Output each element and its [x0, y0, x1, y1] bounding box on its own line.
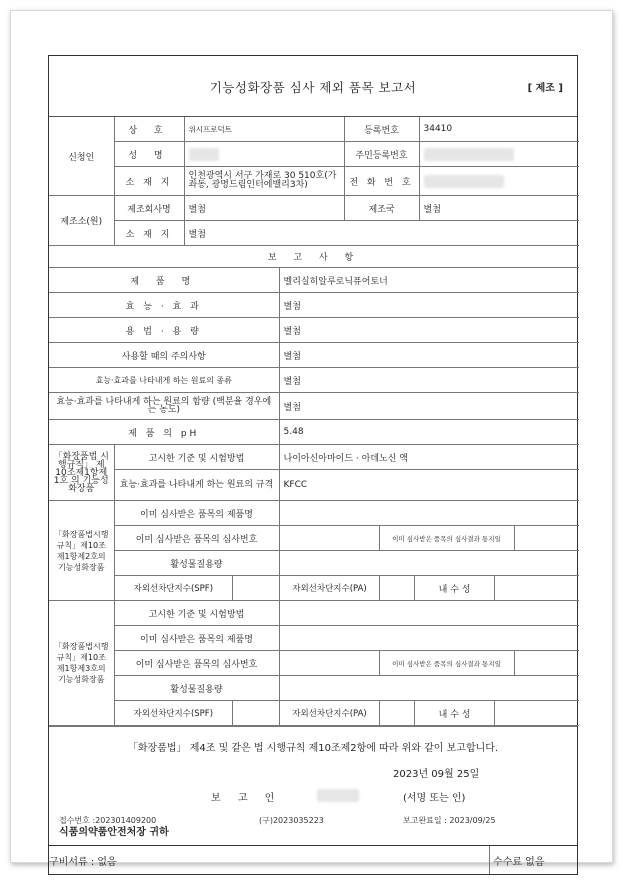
section2-review-no-label: 이미 심사받은 품목의 심사번호: [114, 526, 279, 551]
ph-value: 5.48: [279, 420, 579, 445]
declaration-text: 「화장품법」 제4조 및 같은 법 시행규칙 제10조제2항에 따라 위와 같이 보고합니다.: [127, 743, 499, 754]
section3-pa-value: [380, 701, 415, 725]
report-items-table: [49, 246, 579, 726]
section2-active-value: [279, 551, 579, 576]
attachments-divider: [489, 846, 490, 874]
section2-spf-value: [233, 576, 280, 600]
receipt-number: 접수번호 :202301409200: [59, 816, 157, 825]
section3-active-label: 활성물질용량: [114, 676, 279, 701]
ingredient-amount-label: 효능·효과를 나타내게 하는 원료의 함량 (백분율 경우에는 농도): [49, 393, 279, 420]
mfr-address-value: 별첨: [184, 221, 579, 246]
ingredient-type-label: 효능·효과를 나타내게 하는 원료의 종류: [49, 368, 279, 393]
section3-water-value: [495, 701, 580, 725]
section2-review-no-value: [279, 526, 379, 551]
resident-no-label: 주민등록번호: [344, 142, 419, 167]
section3-product-value: [279, 626, 579, 651]
section3-standard-value: [279, 601, 579, 626]
redacted-name: [189, 148, 219, 161]
trade-name-label: 상 호: [114, 117, 184, 142]
usage-value: 별첨: [279, 318, 579, 343]
attachments-row: [49, 845, 577, 874]
section3-notice-label: 이미 심사받은 품목의 심사결과 통지일: [379, 651, 514, 676]
section3-product-label: 이미 심사받은 품목의 제품명: [114, 626, 279, 651]
section2-label: 「화장품법시행규칙」제10조제1항제2호의기능성화장품: [49, 501, 114, 601]
reference-number: (구)2023035223: [259, 816, 324, 825]
signature-note: (서명 또는 인): [403, 793, 466, 804]
section2-pa-value: [380, 576, 415, 600]
section1-label: 「화장품법 시행규칙」 제10조제1항제1호 의 기능성화장품: [49, 445, 114, 501]
section1-spec-label: 효능·효과를 나타내게 하는 원료의 규격: [114, 470, 279, 501]
company-value: 별첨: [184, 196, 344, 221]
report-form: [48, 55, 578, 875]
redacted-reporter: [317, 789, 359, 802]
address-value: 인천광역시 서구 가재로 30 510호(가좌동, 광명드림인터에밸리3차): [184, 167, 344, 196]
redacted-resident-no: [424, 148, 514, 161]
usage-label: 용 법 · 용 량: [49, 318, 279, 343]
applicant-table: [49, 117, 579, 246]
section3-spf-value: [233, 701, 280, 725]
ph-label: 제 품 의 pH: [49, 420, 279, 445]
document-type-tag: [ 제조 ]: [527, 83, 563, 94]
country-value: 별첨: [419, 196, 579, 221]
company-label: 제조회사명: [114, 196, 184, 221]
phone-label: 전 화 번 호: [344, 167, 419, 196]
section3-review-no-value: [279, 651, 379, 676]
section3-uv-row: [115, 701, 580, 725]
country-label: 제조국: [344, 196, 419, 221]
name-label: 성 명: [114, 142, 184, 167]
trade-name-value: 위시프로덕트: [184, 117, 344, 142]
section2-active-label: 활성물질용량: [114, 551, 279, 576]
manufacturer-section-label: 제조소(원): [49, 196, 114, 246]
section2-notice-label: 이미 심사받은 품목의 심사결과 통지일: [379, 526, 514, 551]
address-label: 소 재 지: [114, 167, 184, 196]
precautions-label: 사용할 때의 주의사항: [49, 343, 279, 368]
product-name-label: 제 품 명: [49, 268, 279, 293]
section3-standard-label: 고시한 기준 및 시험방법: [114, 601, 279, 626]
section2-product-value: [279, 501, 579, 526]
section3-pa-label: 자외선차단지수(PA): [280, 701, 380, 725]
reg-no-value: 34410: [419, 117, 579, 142]
report-section-header: 보 고 사 항: [49, 246, 579, 268]
reporter-label: 보 고 인: [211, 793, 282, 804]
section3-active-value: [279, 676, 579, 701]
section1-standard-label: 고시한 기준 및 시험방법: [114, 445, 279, 470]
recipient: 식품의약품안전처장 귀하: [59, 827, 169, 838]
completion-date: 보고완료일 : 2023/09/25: [403, 816, 496, 825]
section2-spf-label: 자외선차단지수(SPF): [115, 576, 233, 600]
declaration-date: 2023년 09월 25일: [393, 769, 480, 780]
efficacy-value: 별첨: [279, 293, 579, 318]
section3-spf-label: 자외선차단지수(SPF): [115, 701, 233, 725]
section3-label: 「화장품법시행규칙」제10조제1항제3호의기능성화장품: [49, 601, 114, 726]
section2-water-label: 내 수 성: [415, 576, 495, 600]
ingredient-type-value: 별첨: [279, 368, 579, 393]
fee: 수수료 없음: [493, 857, 545, 868]
section2-water-value: [495, 576, 580, 600]
redacted-phone: [424, 175, 504, 188]
applicant-section-label: 신청인: [49, 117, 114, 196]
product-name-value: 벨리실히알루로닉퓨어토너: [279, 268, 579, 293]
section2-uv-row: [115, 576, 580, 600]
document-sheet: [10, 10, 613, 868]
section3-review-no-label: 이미 심사받은 품목의 심사번호: [114, 651, 279, 676]
document-title: 기능성화장품 심사 제외 품목 보고서: [209, 80, 417, 95]
declaration-block: [49, 726, 577, 819]
section1-spec-value: KFCC: [279, 470, 579, 501]
section2-pa-label: 자외선차단지수(PA): [280, 576, 380, 600]
precautions-value: 별첨: [279, 343, 579, 368]
section1-standard-value: 나이아신아마이드 · 아데노신 액: [279, 445, 579, 470]
section3-notice-value: [514, 651, 579, 676]
reg-no-label: 등록번호: [344, 117, 419, 142]
section3-water-label: 내 수 성: [415, 701, 495, 725]
required-docs: 구비서류 : 없음: [49, 857, 117, 868]
title-row: [49, 56, 577, 117]
ingredient-amount-value: 별첨: [279, 393, 579, 420]
mfr-address-label: 소 재 지: [114, 221, 184, 246]
section2-notice-value: [514, 526, 579, 551]
section2-product-label: 이미 심사받은 품목의 제품명: [114, 501, 279, 526]
efficacy-label: 효 능 · 효 과: [49, 293, 279, 318]
